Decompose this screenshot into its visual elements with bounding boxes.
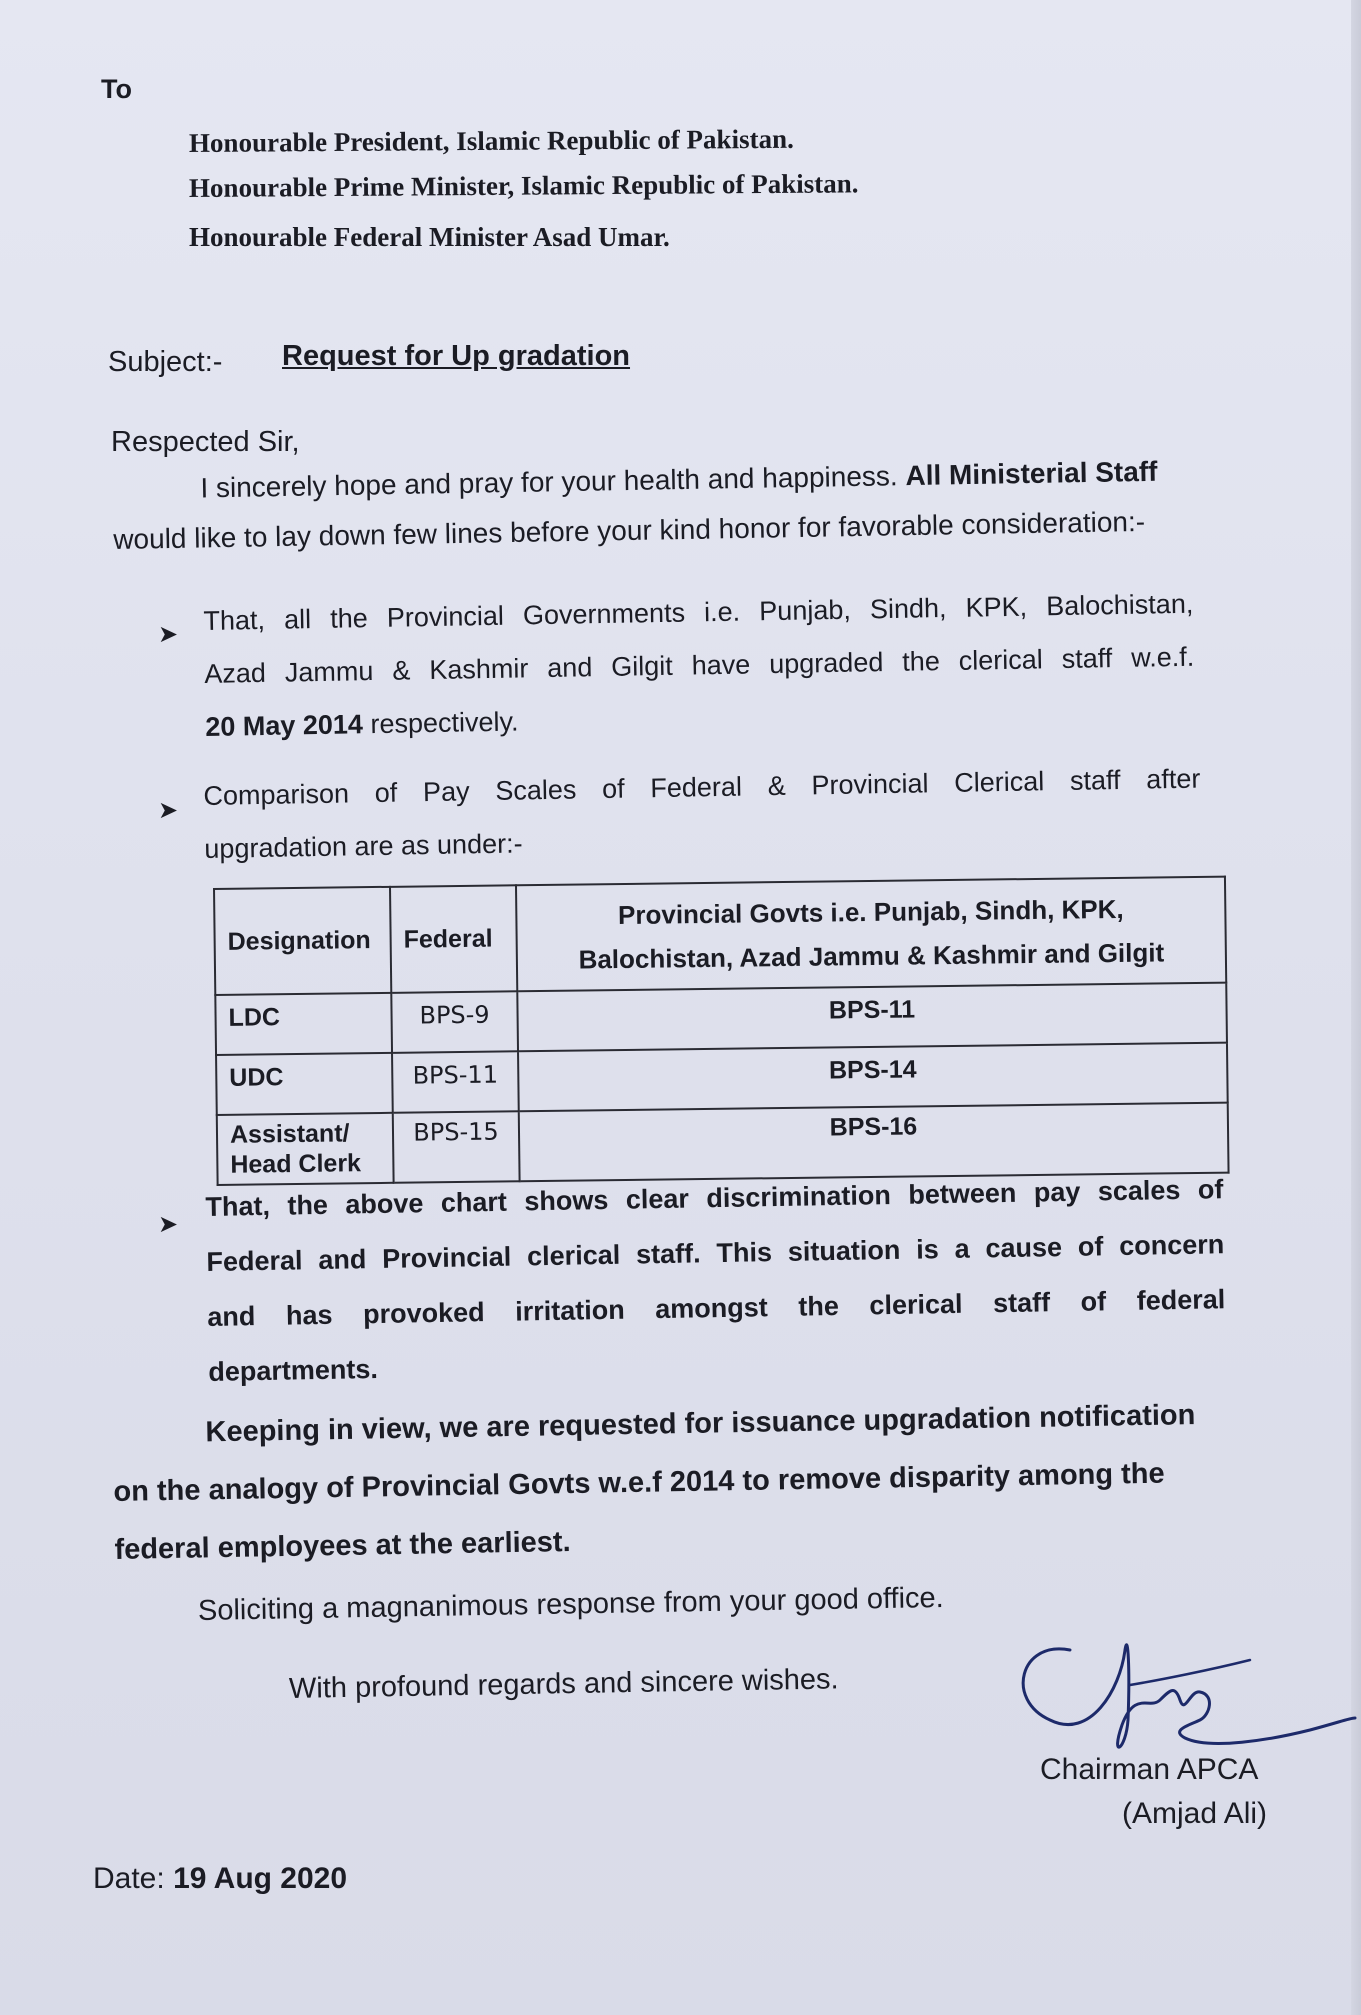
date-line bbox=[93, 1862, 347, 1896]
header-provincial bbox=[516, 877, 1226, 992]
header-provincial-line1: Provincial Govts i.e. Punjab, Sindh, KPK, bbox=[617, 893, 1124, 931]
header-provincial-line2: Balochistan, Azad Jammu & Kashmir and Gilgit bbox=[578, 937, 1165, 975]
intro-bold-text: All Ministerial Staff bbox=[905, 455, 1158, 492]
cell-designation bbox=[217, 1113, 394, 1185]
bullet-discrimination bbox=[205, 1162, 1227, 1400]
date-value: 19 Aug 2020 bbox=[173, 1862, 348, 1895]
arrow-bullet-icon: ➤ bbox=[158, 1211, 179, 1238]
cell-designation: UDC bbox=[216, 1053, 393, 1115]
intro-paragraph bbox=[112, 446, 1194, 565]
pay-scale-table bbox=[213, 876, 1230, 1186]
arrow-bullet-icon: ➤ bbox=[158, 621, 179, 648]
arrow-bullet-icon: ➤ bbox=[158, 797, 179, 824]
closing-paragraph bbox=[112, 1385, 1235, 1579]
bullet2-line2: upgradation are as under:- bbox=[204, 828, 523, 864]
bullet3-line1: That, the above chart shows clear discrimination between pay scales of bbox=[205, 1174, 1224, 1222]
bullet-provincial-upgrade bbox=[203, 578, 1196, 754]
cell-designation-line1: Assistant/ bbox=[229, 1119, 350, 1149]
signatory-title: Chairman APCA bbox=[1040, 1753, 1259, 1786]
cell-federal: BPS-11 bbox=[392, 1051, 519, 1113]
bullet1-tail: respectively. bbox=[370, 706, 519, 740]
bullet1-line2: Azad Jammu & Kashmir and Gilgit have upgraded the clerical staff w.e.f. bbox=[204, 641, 1195, 689]
date-label: Date: bbox=[93, 1862, 165, 1895]
to-label: To bbox=[101, 74, 132, 104]
regards-line: With profound regards and sincere wishes. bbox=[288, 1663, 839, 1705]
closing-line3: federal employees at the earliest. bbox=[114, 1526, 571, 1566]
addressee-federal-minister: Honourable Federal Minister Asad Umar. bbox=[189, 222, 670, 252]
cell-federal: BPS-9 bbox=[391, 991, 518, 1053]
cell-designation-line2: Head Clerk bbox=[230, 1149, 362, 1179]
intro-line-2: would like to lay down few lines before your kind honor for favorable consideration:- bbox=[113, 505, 1146, 555]
signatory-name: (Amjad Ali) bbox=[1122, 1797, 1268, 1830]
salutation: Respected Sir, bbox=[111, 426, 300, 458]
addressee-prime-minister: Honourable Prime Minister, Islamic Republic of Pakistan. bbox=[188, 168, 859, 203]
bullet3-line2: Federal and Provincial clerical staff. This situation is a cause of concern bbox=[206, 1229, 1225, 1277]
signature-scribble bbox=[1010, 1630, 1360, 1770]
intro-text: I sincerely hope and pray for your health and happiness. bbox=[200, 460, 898, 504]
closing-line1: Keeping in view, we are requested for issuance upgradation notification bbox=[205, 1399, 1196, 1449]
subject-label: Subject:- bbox=[108, 346, 223, 378]
cell-federal: BPS-15 bbox=[393, 1111, 520, 1183]
header-federal: Federal bbox=[390, 885, 517, 993]
header-designation: Designation bbox=[214, 887, 391, 995]
bullet3-line4: departments. bbox=[208, 1354, 379, 1387]
table-header-row bbox=[214, 877, 1226, 995]
cell-designation: LDC bbox=[215, 993, 392, 1055]
cell-provincial: BPS-14 bbox=[518, 1043, 1228, 1112]
bullet2-line1: Comparison of Pay Scales of Federal & Provincial Clerical staff after bbox=[203, 763, 1201, 811]
closing-line2: on the analogy of Provincial Govts w.e.f 2014 to remove disparity among the bbox=[113, 1457, 1165, 1508]
addressee-president: Honourable President, Islamic Republic of Pakistan. bbox=[188, 123, 794, 158]
subject-text: Request for Up gradation bbox=[282, 340, 631, 372]
bullet1-line1: That, all the Provincial Governments i.e. Punjab, Sindh, KPK, Balochistan, bbox=[203, 588, 1194, 636]
soliciting-line: Soliciting a magnanimous response from your good office. bbox=[197, 1581, 944, 1627]
bullet-comparison bbox=[203, 753, 1202, 876]
bullet3-line3: and has provoked irritation amongst the clerical staff of federal bbox=[207, 1284, 1226, 1332]
cell-provincial: BPS-16 bbox=[519, 1103, 1229, 1182]
cell-provincial: BPS-11 bbox=[517, 983, 1227, 1052]
bullet1-date: 20 May 2014 bbox=[205, 709, 364, 742]
